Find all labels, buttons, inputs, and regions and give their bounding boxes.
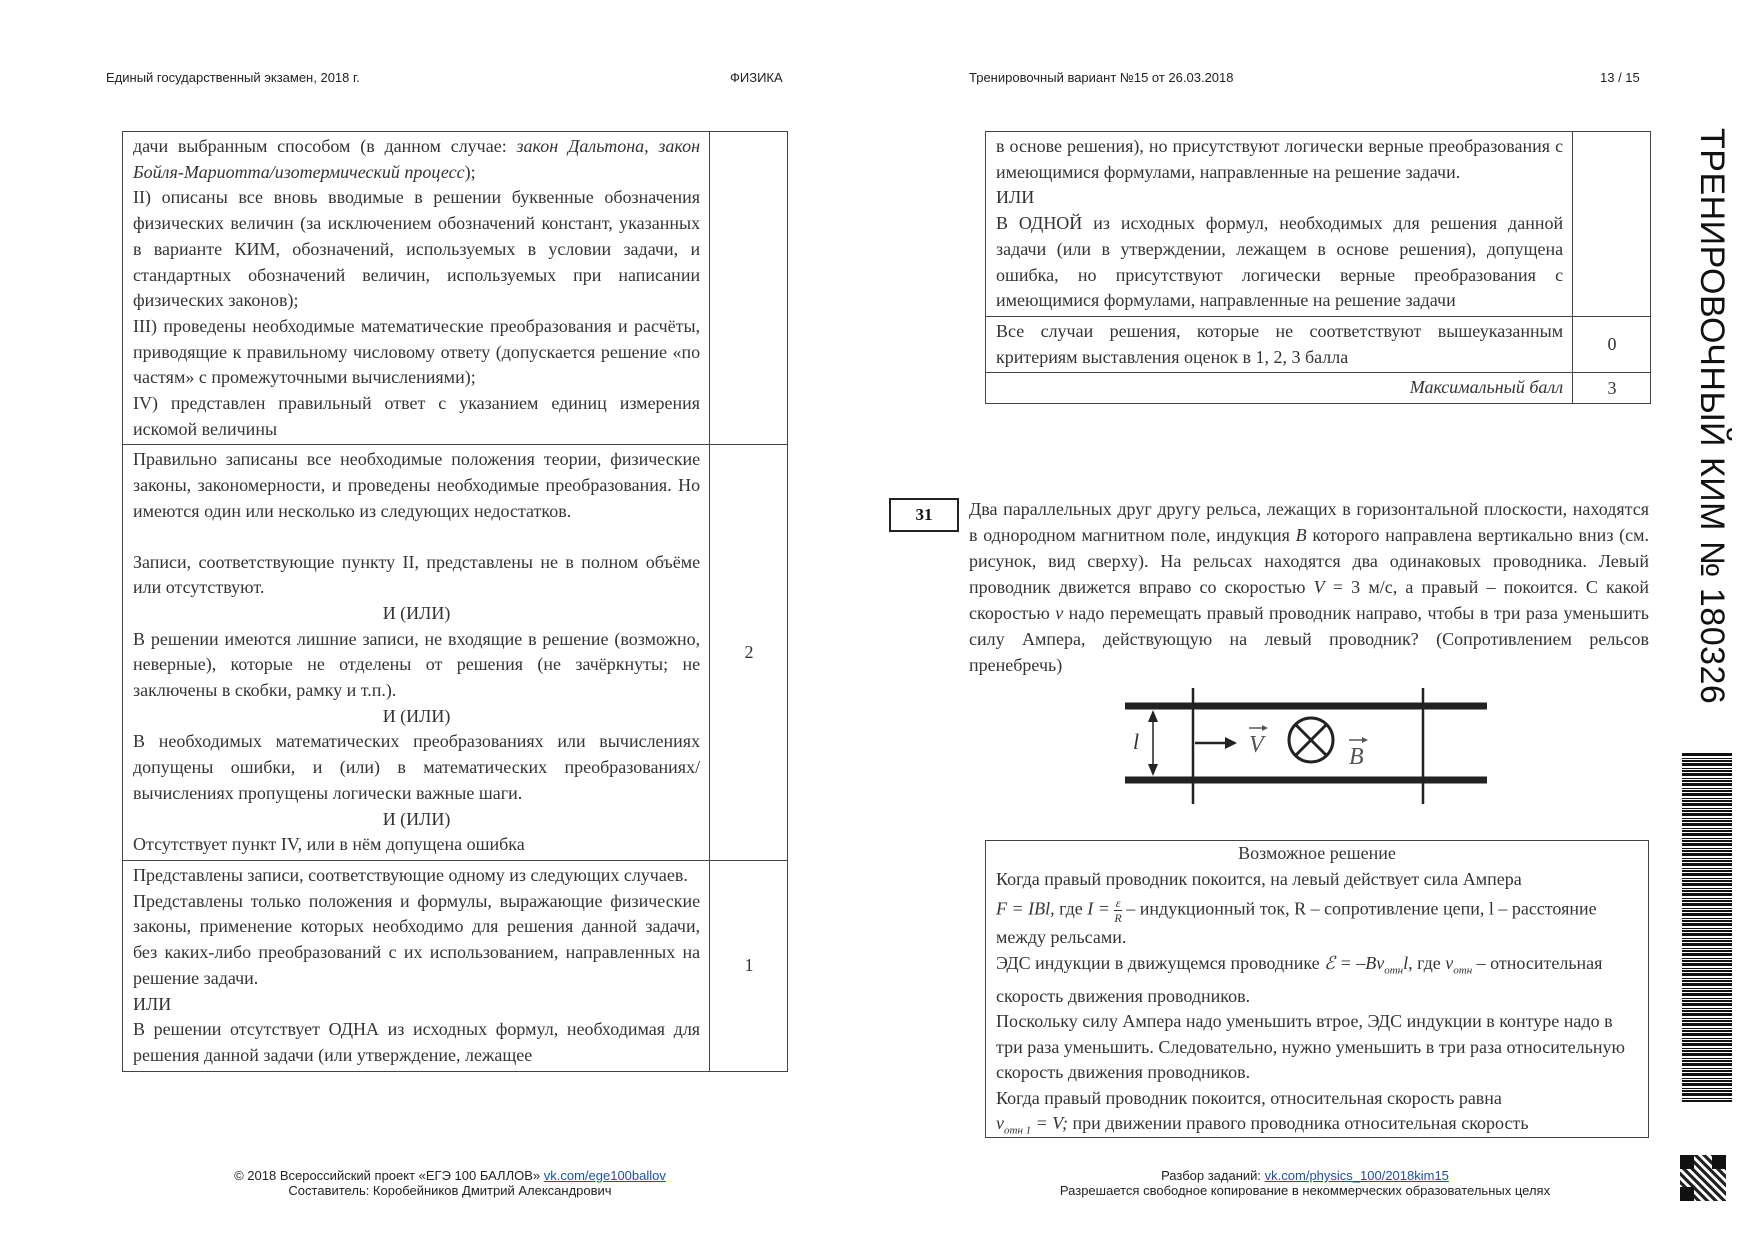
solution-box: Возможное решение Когда правый проводник покоится, на левый действует сила Ампера F = IBl, где I = $\frac{\varepsilon}{R}$ – индукционный ток, R – сопротивление цепи, l – расстояние между рельсами. ЭДС индукции в движущемся проводнике ℰ = $-Bv_{отн}l$, где $v_{отн}$ – относительная скорость движения проводников. Поскольку силу Ампера надо уменьшить втрое, ЭДС индукции в контуре надо в три раза уменьшить. Следовательно, нужно уменьшить в три раза относительную скорость движения проводников. Когда правый проводник покоится, относительная скорость равна $v_{отн 1} = V$; при движении правого проводника относительная скорость <box>985 840 1649 1138</box>
b-label: B <box>1349 744 1364 770</box>
criteria-score <box>710 132 788 445</box>
v-label: V <box>1249 732 1264 758</box>
header-subject: ФИЗИКА <box>730 70 783 85</box>
l-label: l <box>1133 729 1140 754</box>
barcode <box>1682 752 1732 1102</box>
l-arrow-up <box>1148 710 1158 722</box>
criteria-score: 1 <box>710 860 788 1071</box>
criteria-row <box>986 373 1651 404</box>
footer-left: © 2018 Всероссийский проект «ЕГЭ 100 БАЛЛОВ» vk.com/ege100ballov Составитель: Коробейников Дмитрий Александрович <box>234 1168 666 1198</box>
criteria-text: Представлены записи, соответствующие одному из следующих случаев. Представлены только положения и формулы, выражающие физические законы, применение которых необходимо для решения данной задачи, без каких-либо преобразований с их использованием, направленных на решение задачи. ИЛИ В решении отсутствует ОДНА из исходных формул, необходимая для решения данной задачи (или утверждение, лежащее <box>123 860 710 1071</box>
side-title: ТРЕНИРОВОЧНЫЙ КИМ № 180326 <box>1693 128 1731 705</box>
criteria-row <box>986 316 1651 372</box>
header-page: 13 / 15 <box>1600 70 1640 85</box>
criteria-row <box>123 860 788 1071</box>
criteria-row <box>123 132 788 445</box>
criteria-row <box>123 445 788 861</box>
rails-figure <box>1125 688 1495 808</box>
header-variant: Тренировочный вариант №15 от 26.03.2018 <box>969 70 1234 85</box>
footer-right: Разбор заданий: vk.com/physics_100/2018kim15 Разрешается свободное копирование в некоммерческих образовательных целях <box>1059 1168 1551 1198</box>
criteria-row <box>986 132 1651 317</box>
max-score-label: Максимальный балл <box>986 373 1573 404</box>
criteria-score: 0 <box>1573 316 1651 372</box>
header-exam: Единый государственный экзамен, 2018 г. <box>106 70 360 85</box>
criteria-text: в основе решения), но присутствуют логически верные преобразования с имеющимися формулами, направленные на решение задачи. ИЛИ В ОДНОЙ из исходных формул, необходимых для решения данной задачи (или в утверждении, лежащем в основе решения), допущена ошибка, но присутствуют логически верные преобразования с имеющимися формулами, направленные на решение задачи <box>986 132 1573 317</box>
criteria-table-left <box>122 131 788 1072</box>
criteria-score <box>1573 132 1651 317</box>
solution-title: Возможное решение <box>1238 843 1396 863</box>
qr-code <box>1680 1155 1726 1201</box>
max-score-value: 3 <box>1573 373 1651 404</box>
criteria-text: дачи выбранным способом (в данном случае: закон Дальтона, закон Бойля-Мариотта/изотермический процесс); II) описаны все вновь вводимые в решении буквенные обозначения физических величин (за исключением обозначений констант, указанных в варианте КИМ, обозначений, используемых в условии задачи, и стандартных обозначений величин, используемых при написании физических законов); III) проведены необходимые математические преобразования и расчёты, приводящие к правильному числовому ответу (допускается решение «по частям» с промежуточными вычислениями); IV) представлен правильный ответ с указанием единиц измерения искомой величины <box>123 132 710 445</box>
footer-right-link[interactable]: vk.com/physics_100/2018kim15 <box>1264 1168 1449 1183</box>
criteria-table-right <box>985 131 1651 404</box>
criteria-text: Правильно записаны все необходимые положения теории, физические законы, закономерности, и проведены необходимые преобразования. Но имеются один или несколько из следующих недостатков. Записи, соответствующие пункту II, представлены не в полном объёме или отсутствуют. И (ИЛИ) В решении имеются лишние записи, не входящие в решение (возможно, неверные), которые не отделены от решения (не зачёркнуты; не заключены в скобки, рамку и т.п.). И (ИЛИ) В необходимых математических преобразованиях или вычислениях допущены ошибки, и (или) в математических преобразованиях/ вычислениях пропущены логически важные шаги. И (ИЛИ) Отсутствует пункт IV, или в нём допущена ошибка <box>123 445 710 861</box>
task-number: 31 <box>889 498 959 532</box>
criteria-text: Все случаи решения, которые не соответствуют вышеуказанным критериям выставления оценок в 1, 2, 3 балла <box>986 316 1573 372</box>
l-arrow-down <box>1148 764 1158 776</box>
footer-left-link[interactable]: vk.com/ege100ballov <box>543 1168 666 1183</box>
task-text: Два параллельных друг другу рельса, лежащих в горизонтальной плоскости, находятся в однородном магнитном поле, индукция B которого направлена вертикально вниз (см. рисунок, вид сверху). На рельсах находятся два одинаковых проводника. Левый проводник движется вправо со скоростью V = 3 м/с, а правый – покоится. С какой скоростью v надо перемещать правый проводник направо, чтобы в три раза уменьшить силу Ампера, действующую на левый проводник? (Сопротивлением рельсов пренебречь) <box>969 499 1650 675</box>
criteria-score: 2 <box>710 445 788 861</box>
